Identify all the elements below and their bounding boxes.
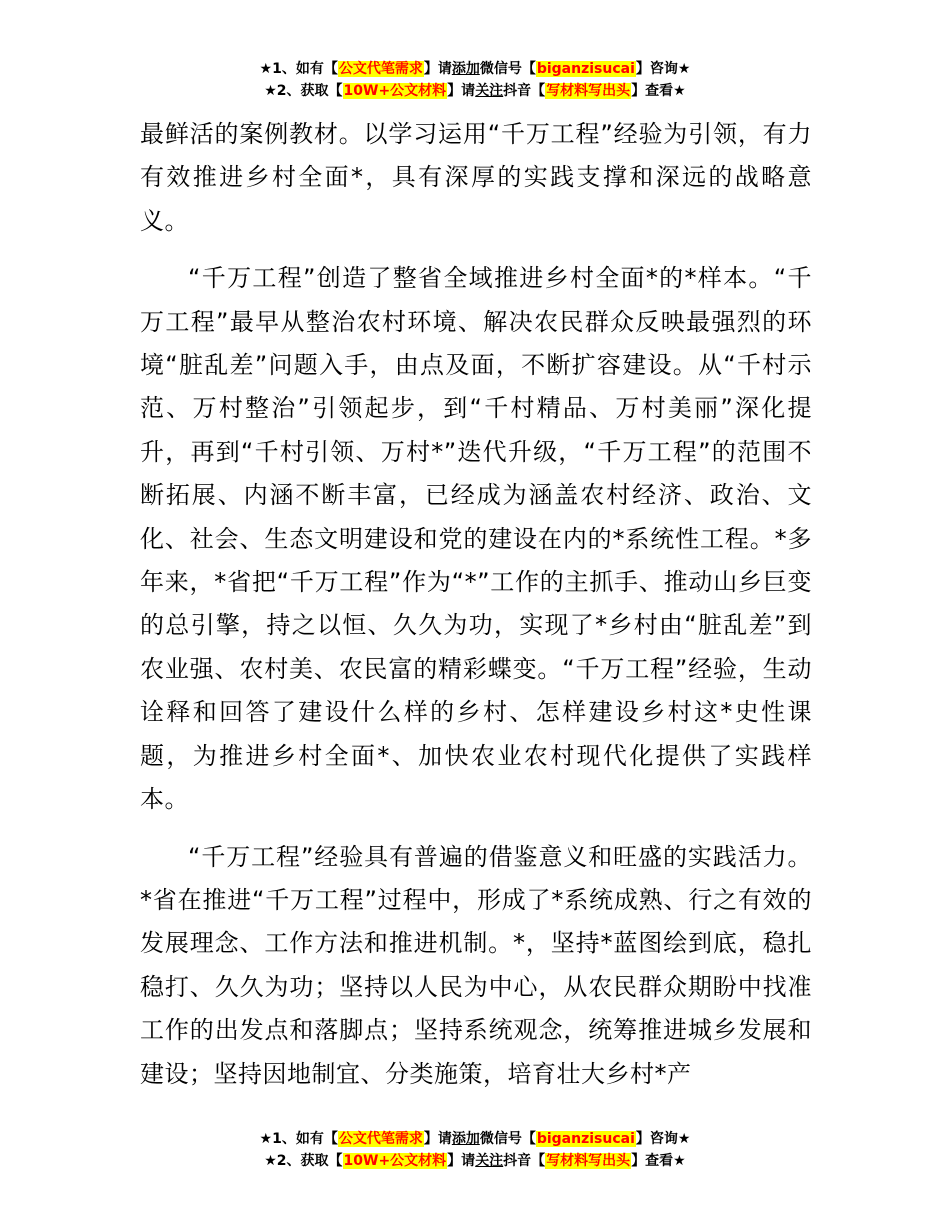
header-line-2-text: 】请: [447, 83, 476, 99]
header-line-1-suffix: 】咨询★: [635, 61, 691, 77]
footer-line-2-highlight-materials: 10W+公文材料: [343, 1153, 447, 1169]
header-line-1-text: 】请: [423, 61, 452, 77]
header-line-1-prefix: ★1、如有【: [259, 61, 338, 77]
header-line-2-underlined: 关注: [475, 83, 504, 99]
document-body: [140, 113, 812, 1096]
footer-line-2-underlined: 关注: [475, 1153, 504, 1169]
footer-line-1: [0, 1128, 950, 1150]
footer-line-2-highlight-douyin: 写材料写出头: [546, 1153, 631, 1169]
footer-line-1-text-2: 微信号【: [479, 1131, 536, 1147]
header-line-2: [0, 80, 950, 102]
header-banner: [0, 58, 950, 102]
footer-line-2-text-2: 抖音【: [503, 1153, 546, 1169]
footer-line-1-suffix: 】咨询★: [635, 1131, 691, 1147]
header-line-2-highlight-douyin: 写材料写出头: [546, 83, 631, 99]
body-paragraph-1: 最鲜活的案例教材。以学习运用“千万工程”经验为引领，有力有效推进乡村全面*，具有深厚的实践支撑和深远的战略意义。: [140, 120, 812, 235]
body-paragraph-2: “千万工程”创造了整省全域推进乡村全面*的*样本。“千万工程”最早从整治农村环境、解决农民群众反映最强烈的环境“脏乱差”问题入手，由点及面，不断扩容建设。从“千村示范、万村整治”引领起步，到“千村精品、万村美丽”深化提升，再到“千村引领、万村*”迭代升级，“千万工程”的范围不断拓展、内涵不断丰富，已经成为涵盖农村经济、政治、文化、社会、生态文明建设和党的建设在内的*系统性工程。*多年来，*省把“千万工程”作为“*”工作的主抓手、推动山乡巨变的总引擎，持之以恒、久久为功，实现了*乡村由“脏乱差”到农业强、农村美、农民富的精彩蝶变。“千万工程”经验，生动诠释和回答了建设什么样的乡村、怎样建设乡村这*史性课题，为推进乡村全面*、加快农业农村现代化提供了实践样本。: [140, 264, 812, 814]
footer-line-1-text: 】请: [423, 1131, 452, 1147]
header-line-1: [0, 58, 950, 80]
footer-line-1-prefix: ★1、如有【: [259, 1131, 338, 1147]
header-line-1-highlight-wechat: biganzisucai: [536, 61, 635, 77]
body-paragraph-3: “千万工程”经验具有普遍的借鉴意义和旺盛的实践活力。*省在推进“千万工程”过程中，形成了*系统成熟、行之有效的发展理念、工作方法和推进机制。*，坚持*蓝图绘到底，稳扎稳打、久久为功；坚持以人民为中心，从农民群众期盼中找准工作的出发点和落脚点；坚持系统观念，统筹推进城乡发展和建设；坚持因地制宜、分类施策，培育壮大乡村*产: [140, 842, 812, 1088]
header-line-1-highlight-service: 公文代笔需求: [338, 61, 423, 77]
header-line-2-highlight-materials: 10W+公文材料: [343, 83, 447, 99]
footer-line-2-text: 】请: [447, 1153, 476, 1169]
header-line-2-prefix: ★2、获取【: [264, 83, 343, 99]
footer-line-1-highlight-service: 公文代笔需求: [338, 1131, 423, 1147]
header-line-2-suffix: 】查看★: [631, 83, 686, 99]
footer-line-2-suffix: 】查看★: [631, 1153, 686, 1169]
footer-line-2: [0, 1150, 950, 1172]
header-line-2-text-2: 抖音【: [503, 83, 546, 99]
footer-line-2-prefix: ★2、获取【: [264, 1153, 343, 1169]
header-line-1-text-2: 微信号【: [479, 61, 536, 77]
header-line-1-underlined: 添加: [451, 61, 480, 77]
footer-line-1-highlight-wechat: biganzisucai: [536, 1131, 635, 1147]
footer-banner: [0, 1128, 950, 1172]
footer-line-1-underlined: 添加: [451, 1131, 480, 1147]
